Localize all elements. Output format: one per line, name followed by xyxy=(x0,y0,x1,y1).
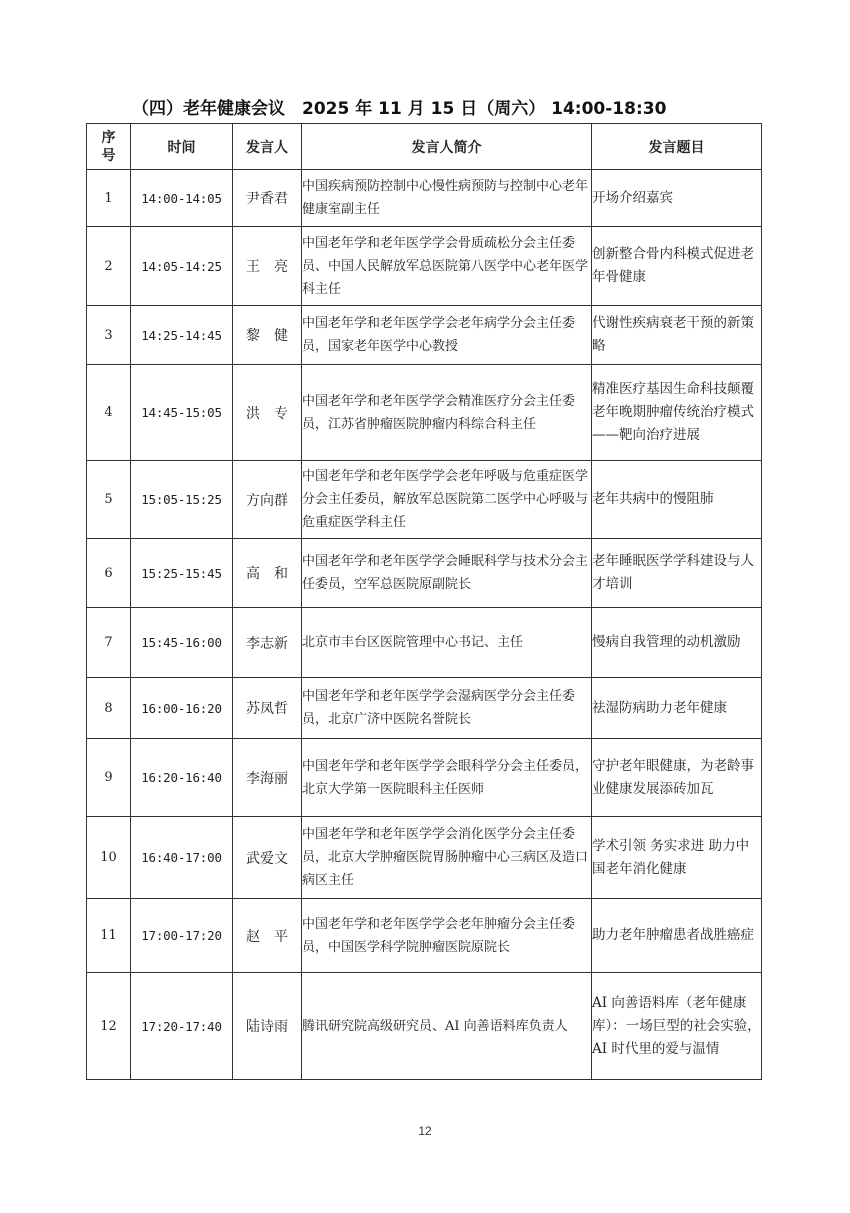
page-number: 12 xyxy=(418,1124,432,1138)
table-row xyxy=(87,973,762,1080)
row-speaker: 尹香君 xyxy=(233,170,302,227)
row-speaker: 武爱文 xyxy=(233,817,302,899)
row-speaker: 苏凤哲 xyxy=(233,678,302,739)
header-num-line2: 号 xyxy=(101,147,116,164)
row-number: 8 xyxy=(87,678,131,739)
row-speaker: 洪 专 xyxy=(233,365,302,461)
row-number: 3 xyxy=(87,306,131,365)
row-topic: 老年睡眠医学学科建设与人才培训 xyxy=(592,539,762,608)
row-topic: 慢病自我管理的动机激励 xyxy=(592,608,762,678)
row-number: 4 xyxy=(87,365,131,461)
row-topic: 创新整合骨内科模式促进老年骨健康 xyxy=(592,227,762,306)
row-bio: 腾讯研究院高级研究员、AI 向善语料库负责人 xyxy=(302,973,592,1080)
row-bio: 北京市丰台区医院管理中心书记、主任 xyxy=(302,608,592,678)
row-bio: 中国老年学和老年医学学会老年病学分会主任委员，国家老年医学中心教授 xyxy=(302,306,592,365)
row-bio: 中国老年学和老年医学学会消化医学分会主任委员，北京大学肿瘤医院胃肠肿瘤中心三病区及造口病区主任 xyxy=(302,817,592,899)
row-speaker: 王 亮 xyxy=(233,227,302,306)
row-number: 9 xyxy=(87,739,131,817)
row-speaker: 方向群 xyxy=(233,461,302,539)
table-row xyxy=(87,899,762,973)
row-time: 17:00-17:20 xyxy=(131,899,233,973)
table-row xyxy=(87,170,762,227)
table-row xyxy=(87,306,762,365)
table-row xyxy=(87,365,762,461)
row-bio: 中国老年学和老年医学学会眼科学分会主任委员，北京大学第一医院眼科主任医师 xyxy=(302,739,592,817)
row-topic: 老年共病中的慢阻肺 xyxy=(592,461,762,539)
row-number: 1 xyxy=(87,170,131,227)
table-row xyxy=(87,608,762,678)
header-num-line1: 序 xyxy=(101,129,116,146)
row-number: 10 xyxy=(87,817,131,899)
row-speaker: 李海丽 xyxy=(233,739,302,817)
header-bio: 发言人简介 xyxy=(302,124,592,170)
row-speaker: 陆诗雨 xyxy=(233,973,302,1080)
row-time: 14:25-14:45 xyxy=(131,306,233,365)
row-topic: 学术引领 务实求进 助力中国老年消化健康 xyxy=(592,817,762,899)
row-time: 17:20-17:40 xyxy=(131,973,233,1080)
row-speaker: 高 和 xyxy=(233,539,302,608)
row-topic: 守护老年眼健康，为老龄事业健康发展添砖加瓦 xyxy=(592,739,762,817)
row-number: 12 xyxy=(87,973,131,1080)
row-bio: 中国老年学和老年医学学会老年呼吸与危重症医学分会主任委员，解放军总医院第二医学中心呼吸与危重症医学科主任 xyxy=(302,461,592,539)
header-speaker: 发言人 xyxy=(233,124,302,170)
row-time: 16:40-17:00 xyxy=(131,817,233,899)
table-header-row xyxy=(87,124,762,170)
table-row xyxy=(87,539,762,608)
row-bio: 中国老年学和老年医学学会睡眠科学与技术分会主任委员，空军总医院原副院长 xyxy=(302,539,592,608)
table-row xyxy=(87,817,762,899)
row-topic: 开场介绍嘉宾 xyxy=(592,170,762,227)
row-number: 2 xyxy=(87,227,131,306)
row-topic: 代谢性疾病衰老干预的新策略 xyxy=(592,306,762,365)
row-topic: 精准医疗基因生命科技颠覆老年晚期肿瘤传统治疗模式——靶向治疗进展 xyxy=(592,365,762,461)
row-time: 15:05-15:25 xyxy=(131,461,233,539)
row-bio: 中国老年学和老年医学学会老年肿瘤分会主任委员，中国医学科学院肿瘤医院原院长 xyxy=(302,899,592,973)
table-row xyxy=(87,227,762,306)
row-time: 16:00-16:20 xyxy=(131,678,233,739)
table-row xyxy=(87,739,762,817)
row-bio: 中国老年学和老年医学学会骨质疏松分会主任委员、中国人民解放军总医院第八医学中心老年医学科主任 xyxy=(302,227,592,306)
header-num xyxy=(87,124,131,170)
row-time: 14:05-14:25 xyxy=(131,227,233,306)
agenda-table xyxy=(86,123,762,1080)
section-title: （四）老年健康会议 2025 年 11 月 15 日（周六） 14:00-18:30 xyxy=(132,99,667,119)
row-bio: 中国老年学和老年医学学会湿病医学分会主任委员，北京广济中医院名誉院长 xyxy=(302,678,592,739)
row-time: 15:25-15:45 xyxy=(131,539,233,608)
row-number: 11 xyxy=(87,899,131,973)
row-time: 14:45-15:05 xyxy=(131,365,233,461)
header-topic: 发言题目 xyxy=(592,124,762,170)
row-number: 5 xyxy=(87,461,131,539)
row-speaker: 赵 平 xyxy=(233,899,302,973)
table-row xyxy=(87,678,762,739)
row-time: 14:00-14:05 xyxy=(131,170,233,227)
header-time: 时间 xyxy=(131,124,233,170)
row-time: 15:45-16:00 xyxy=(131,608,233,678)
row-number: 7 xyxy=(87,608,131,678)
table-row xyxy=(87,461,762,539)
row-topic: 助力老年肿瘤患者战胜癌症 xyxy=(592,899,762,973)
row-time: 16:20-16:40 xyxy=(131,739,233,817)
row-speaker: 李志新 xyxy=(233,608,302,678)
row-topic: AI 向善语料库（老年健康库）：一场巨型的社会实验， AI 时代里的爱与温情 xyxy=(592,973,762,1080)
row-bio: 中国疾病预防控制中心慢性病预防与控制中心老年健康室副主任 xyxy=(302,170,592,227)
row-topic: 祛湿防病助力老年健康 xyxy=(592,678,762,739)
row-number: 6 xyxy=(87,539,131,608)
row-bio: 中国老年学和老年医学学会精准医疗分会主任委员，江苏省肿瘤医院肿瘤内科综合科主任 xyxy=(302,365,592,461)
row-speaker: 黎 健 xyxy=(233,306,302,365)
